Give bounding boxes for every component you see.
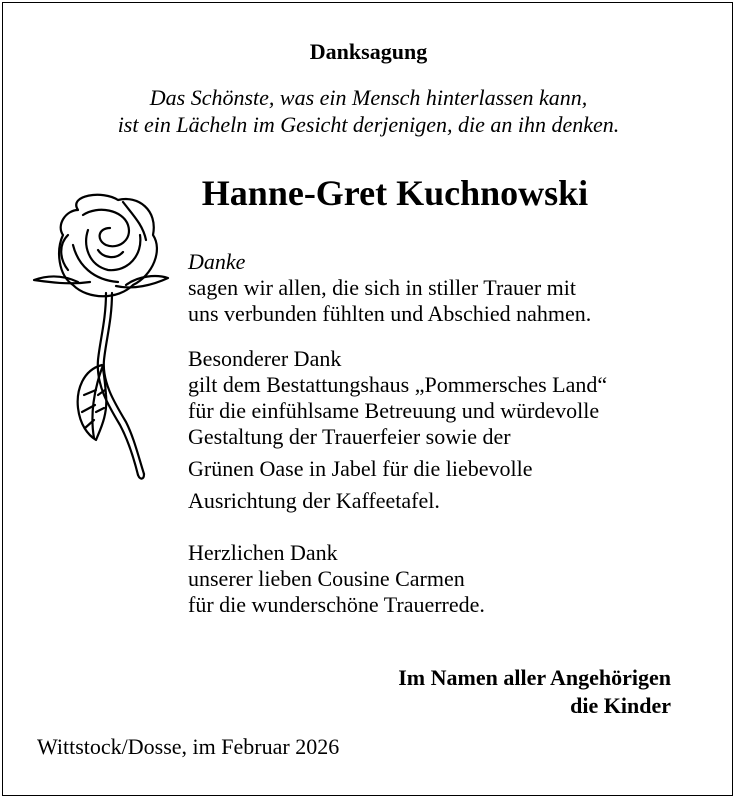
thanks-block-cordial [188,540,485,618]
signature-line-2: die Kinder [570,693,671,718]
cordial-thanks-line: unserer lieben Cousine Carmen [188,566,465,591]
notice-heading: Danksagung [309,39,428,64]
thanks-intro: Danke [188,249,246,274]
cordial-thanks-line: Herzlichen Dank [188,540,338,565]
special-thanks-line: Grünen Oase in Jabel für die liebevolle [188,456,533,481]
special-thanks-line: gilt dem Bestattungshaus „Pommersches Land“ [188,372,608,397]
special-thanks-line: für die einfühlsame Betreuung und würdevolle [188,398,600,423]
deceased-name: Hanne-Gret Kuchnowski [201,173,589,213]
cordial-thanks-line: für die wunderschöne Trauerrede. [188,592,485,617]
motto-line-2: ist ein Lächeln im Gesicht derjenigen, die an ihn denken. [117,112,620,137]
signature [398,664,671,720]
special-thanks-line: Gestaltung der Trauerfeier sowie der [188,424,511,449]
special-thanks-line: Besonderer Dank [188,346,342,371]
thanks-line: uns verbunden fühlten und Abschied nahmen. [188,301,592,326]
motto-line-1: Das Schönste, was ein Mensch hinterlassen kann, [149,85,588,110]
thanks-block-special [188,346,607,514]
place-and-date: Wittstock/Dosse, im Februar 2026 [37,734,340,759]
special-thanks-line: Ausrichtung der Kaffeetafel. [188,488,440,513]
rose-icon [28,190,178,490]
thanks-line: sagen wir allen, die sich in stiller Trauer mit [188,275,576,300]
signature-line-1: Im Namen aller Angehörigen [398,665,671,690]
thanks-block-general [188,249,591,327]
